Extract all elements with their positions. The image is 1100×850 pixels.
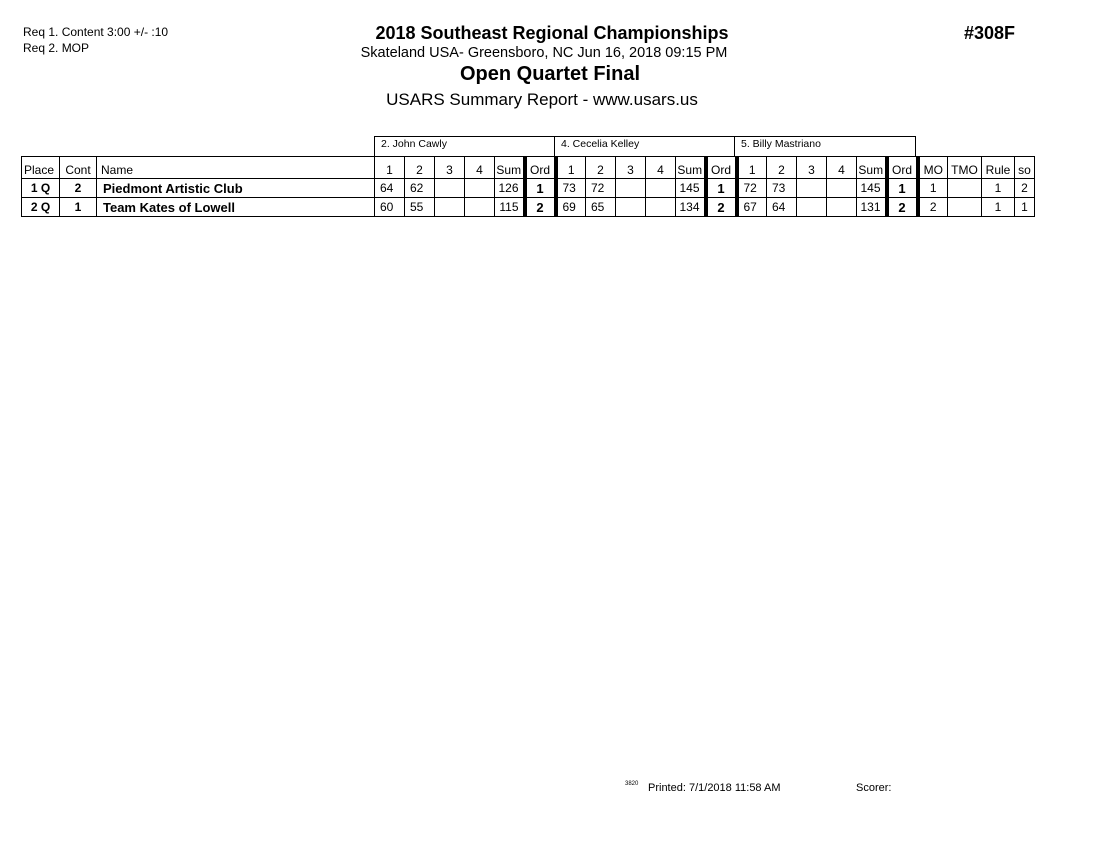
col-j3-s3: 3 [797,157,827,179]
score-cell [797,179,827,198]
ord-cell: 1 [525,179,556,198]
score-cell [827,179,857,198]
col-rule: Rule [982,157,1015,179]
so-cell: 2 [1015,179,1035,198]
score-cell [797,198,827,217]
col-j1-s2: 2 [405,157,435,179]
score-cell: 60 [375,198,405,217]
name-cell: Team Kates of Lowell [97,198,375,217]
name-cell: Piedmont Artistic Club [97,179,375,198]
col-j1-s3: 3 [435,157,465,179]
requirement-2: Req 2. MOP [23,41,90,55]
judge-header-2: 4. Cecelia Kelley [554,136,735,156]
col-j3-sum: Sum [857,157,887,179]
sum-cell: 134 [676,198,706,217]
place-cell: 1 Q [22,179,60,198]
mo-cell: 2 [918,198,948,217]
printed-timestamp: Printed: 7/1/2018 11:58 AM [648,782,781,794]
sum-cell: 145 [676,179,706,198]
event-number: #308F [964,23,1016,43]
col-name: Name [97,157,375,179]
scorer-label: Scorer: [856,782,892,794]
table-row [22,179,1035,198]
mo-cell: 1 [918,179,948,198]
score-cell: 65 [586,198,616,217]
score-cell [465,179,495,198]
report-title: USARS Summary Report - www.usars.us [386,90,698,109]
ord-cell: 2 [706,198,737,217]
col-j2-sum: Sum [676,157,706,179]
score-cell [616,179,646,198]
col-j2-s1: 1 [556,157,586,179]
col-j3-s2: 2 [767,157,797,179]
score-cell [435,179,465,198]
score-cell [827,198,857,217]
col-cont: Cont [60,157,97,179]
col-j1-s4: 4 [465,157,495,179]
sum-cell: 115 [495,198,525,217]
ord-cell: 2 [887,198,918,217]
event-title: Open Quartet Final [459,63,641,85]
cont-cell: 2 [60,179,97,198]
header-row [22,157,1035,179]
score-cell: 62 [405,179,435,198]
report-code: 3820 [625,781,639,787]
rule-cell: 1 [982,179,1015,198]
score-cell: 72 [586,179,616,198]
col-j1-s1: 1 [375,157,405,179]
col-so: so [1015,157,1035,179]
col-j2-s2: 2 [586,157,616,179]
score-cell [435,198,465,217]
col-j2-s4: 4 [646,157,676,179]
ord-cell: 1 [706,179,737,198]
col-j3-s1: 1 [737,157,767,179]
sum-cell: 145 [857,179,887,198]
col-j3-ord: Ord [887,157,918,179]
judge-header-1: 2. John Cawly [374,136,555,156]
judge-header-3: 5. Billy Mastriano [734,136,916,156]
score-cell: 69 [556,198,586,217]
score-cell [646,179,676,198]
competition-title: 2018 Southeast Regional Championships [375,23,729,43]
score-cell: 64 [767,198,797,217]
score-cell: 64 [375,179,405,198]
col-j1-ord: Ord [525,157,556,179]
tmo-cell [948,198,982,217]
rule-cell: 1 [982,198,1015,217]
col-j3-s4: 4 [827,157,857,179]
score-cell: 67 [737,198,767,217]
col-place: Place [22,157,60,179]
score-cell [465,198,495,217]
col-mo: MO [918,157,948,179]
venue-date: Skateland USA- Greensboro, NC Jun 16, 2018 09:15 PM [360,45,728,61]
ord-cell: 2 [525,198,556,217]
score-cell [616,198,646,217]
requirement-1: Req 1. Content 3:00 +/- :10 [23,25,169,39]
col-j1-sum: Sum [495,157,525,179]
col-tmo: TMO [948,157,982,179]
score-cell: 72 [737,179,767,198]
score-cell: 73 [767,179,797,198]
col-j2-ord: Ord [706,157,737,179]
results-table [21,156,1035,217]
col-j2-s3: 3 [616,157,646,179]
score-cell: 55 [405,198,435,217]
sum-cell: 131 [857,198,887,217]
table-row [22,198,1035,217]
place-cell: 2 Q [22,198,60,217]
ord-cell: 1 [887,179,918,198]
so-cell: 1 [1015,198,1035,217]
cont-cell: 1 [60,198,97,217]
sum-cell: 126 [495,179,525,198]
score-cell [646,198,676,217]
tmo-cell [948,179,982,198]
score-cell: 73 [556,179,586,198]
